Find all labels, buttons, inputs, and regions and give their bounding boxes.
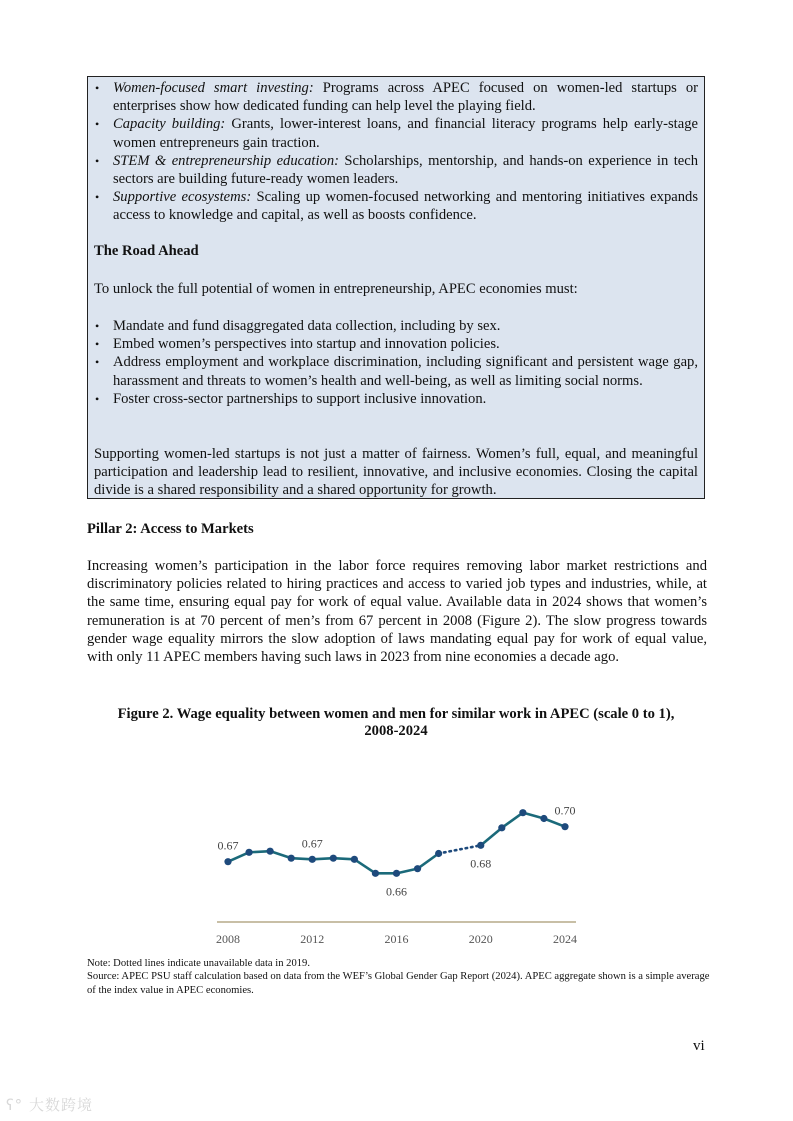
line-segment <box>502 813 523 828</box>
data-point <box>351 856 358 863</box>
bullet-item <box>88 188 704 224</box>
data-label: 0.66 <box>386 884 407 899</box>
data-point <box>330 855 337 862</box>
bullet-text: Programs across APEC focused on women-led startups or enterprises show how dedicated funding can help level the playing field. <box>113 80 698 115</box>
data-label: 0.67 <box>217 838 239 853</box>
closing-paragraph: Supporting women-led startups is not just a matter of fairness. Women’s full, equal, and meaningful participation and leadership lead to resilient, innovative, and inclusive economies. Closing the capital divide is a shared responsibility and a shared opportunity for growth. <box>94 446 698 499</box>
figure-caption <box>87 706 705 740</box>
pillar-body: Increasing women’s participation in the labor force requires removing labor market restrictions and discriminatory policies related to hiring practices and access to varied job types and industries, while, at the same time, ensuring equal pay for work of equal value. Available data in 2024 shows that women’s remuneration is at 70 percent of men’s from 67 percent in 2008 (Figure 2). The slow progress towards gender wage equality mirrors the slow adoption of laws mandating equal pay for work of equal value, with only 11 APEC members having such laws in 2023 from nine economies a decade ago. <box>87 558 707 666</box>
data-point <box>498 824 505 831</box>
data-point <box>372 870 379 877</box>
bullet-lead: STEM & entrepreneurship education: <box>113 152 339 169</box>
watermark-logo-icon: ʕ° <box>6 1096 24 1114</box>
data-point <box>561 823 568 830</box>
bullet-item: • Foster cross-sector partnerships to support inclusive innovation. <box>88 390 704 408</box>
bullet-text: Scholarships, mentorship, and hands-on experience in tech sectors are building future-ready women leaders. <box>113 152 698 188</box>
bullet-item: • Embed women’s perspectives into startup and innovation policies. <box>88 335 704 353</box>
line-segment <box>481 828 502 846</box>
investment-bullets <box>88 79 704 225</box>
bullet-item <box>88 152 704 188</box>
figure-caption-line2: 2008-2024 <box>364 723 428 739</box>
road-ahead-intro: To unlock the full potential of women in entrepreneurship, APEC economies must: <box>94 281 578 297</box>
data-point <box>288 855 295 862</box>
data-point <box>414 865 421 872</box>
data-label: 0.67 <box>301 836 323 851</box>
bullet-text: Grants, lower-interest loans, and financial literacy programs help early-stage women entrepreneurs gain traction. <box>113 116 698 151</box>
x-tick-label: 2012 <box>300 932 325 946</box>
road-ahead-heading: The Road Ahead <box>94 243 199 259</box>
line-segment <box>354 859 375 873</box>
bullet-item: • Mandate and fund disaggregated data collection, including by sex. <box>88 317 704 335</box>
bullet-lead: Women-focused smart investing: <box>113 80 314 96</box>
data-point <box>435 850 442 857</box>
line-segment <box>418 854 439 869</box>
watermark-text: 大数跨境 <box>28 1096 93 1114</box>
missing-data-connector <box>439 845 481 853</box>
bullet-item <box>88 115 704 151</box>
x-tick-label: 2008 <box>216 932 240 946</box>
bullet-item: • Address employment and workplace discrimination, including significant and persistent wage gap, harassment and threats to women’s health and well-being, as well as limiting social norms. <box>88 353 704 389</box>
data-point <box>393 870 400 877</box>
data-point <box>309 856 316 863</box>
data-point <box>245 849 252 856</box>
watermark <box>6 1094 93 1115</box>
x-tick-label: 2016 <box>384 932 409 946</box>
page-number: vi <box>693 1038 705 1054</box>
x-tick-label: 2024 <box>553 932 577 946</box>
callout-box <box>87 76 705 499</box>
figure-caption-line1: Figure 2. Wage equality between women and men for similar work in APEC (scale 0 to 1), <box>117 706 675 722</box>
data-label: 0.70 <box>554 803 576 818</box>
data-point <box>477 842 484 849</box>
data-point <box>540 815 547 822</box>
bullet-lead: Capacity building: <box>113 116 226 133</box>
data-label: 0.68 <box>470 856 492 871</box>
figure-note: Note: Dotted lines indicate unavailable data in 2019. <box>87 958 310 969</box>
pillar-heading: Pillar 2: Access to Markets <box>87 521 254 537</box>
wage-equality-chart <box>0 760 793 960</box>
data-point <box>224 858 231 865</box>
bullet-lead: Supportive ecosystems: <box>113 189 252 206</box>
data-point <box>519 809 526 816</box>
x-tick-label: 2020 <box>468 932 493 946</box>
bullet-text: Scaling up women-focused networking and mentoring initiatives expands access to knowledge and capital, as well as boosts confidence. <box>113 189 698 224</box>
road-ahead-bullets <box>88 317 704 408</box>
bullet-item <box>88 79 704 115</box>
data-point <box>267 848 274 855</box>
figure-source: Source: APEC PSU staff calculation based on data from the WEF’s Global Gender Gap Report (2024). APEC aggregate shown is a simple average of the index value in APEC economies. <box>87 971 710 996</box>
